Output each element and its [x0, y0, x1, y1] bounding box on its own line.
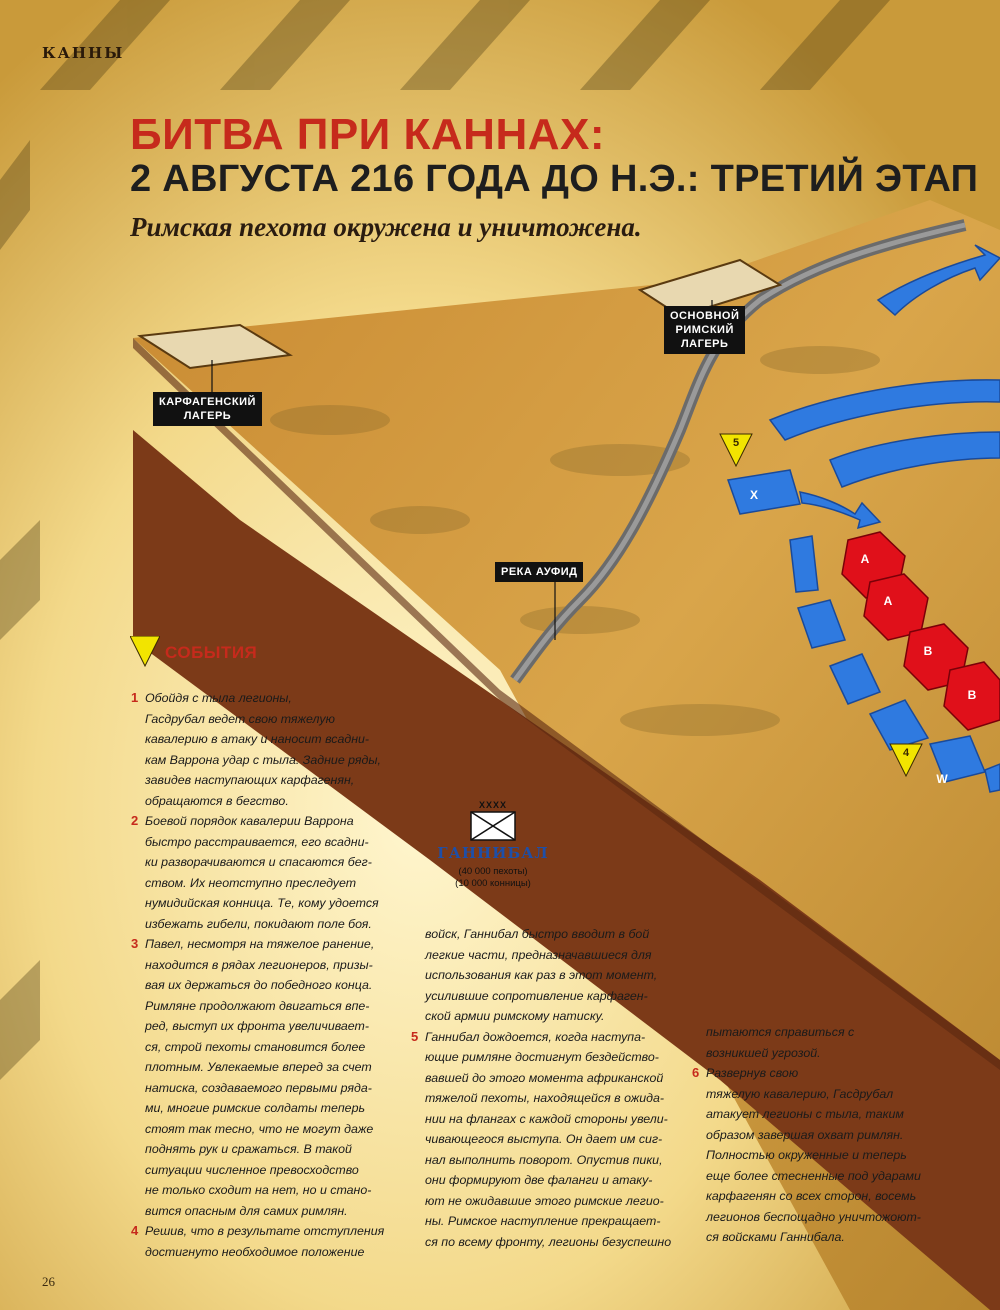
step-marker-5: 5 [732, 437, 740, 449]
unit-a-2: A [883, 594, 893, 608]
event-item [425, 924, 690, 1027]
event-line: Гасдрубал ведет свою тяжелую [145, 711, 335, 726]
event-line: Полностью окруженные и теперь [706, 1148, 907, 1162]
hannibal-forces [433, 866, 553, 890]
event-line: ся, строй пехоты становится более [145, 1039, 366, 1054]
event-line: достигнуто необходимое положение [145, 1244, 365, 1259]
events-triangle-icon [130, 636, 160, 668]
event-number: 1 [131, 690, 139, 705]
unit-b-1: B [923, 644, 933, 658]
event-line: использования как раз в этот момент, [425, 968, 658, 982]
event-line: возникшей угрозой. [706, 1045, 821, 1060]
event-item [692, 1063, 966, 1248]
event-line: находится в рядах легионеров, призы- [145, 957, 373, 972]
event-line: Римляне продолжают двигаться впе- [145, 998, 370, 1013]
event-item [706, 1022, 966, 1063]
event-line: Боевой порядок кавалерии Варрона [145, 814, 354, 828]
event-line: нал выполнить поворот. Опустив пики, [425, 1152, 663, 1167]
event-number: 6 [692, 1065, 700, 1080]
hannibal-echelon: XXXX [479, 800, 508, 810]
event-line: нии на флангах с каждой стороны увели- [425, 1111, 668, 1126]
lead-text: Римская пехота окружена и уничтожена. [130, 212, 642, 242]
unit-x: X [749, 488, 758, 502]
event-line: тяжелую кавалерию, Гасдрубал [706, 1086, 894, 1101]
events-heading: СОБЫТИЯ [165, 643, 258, 662]
event-line: ют не ожидавшие этого римские легио- [425, 1193, 664, 1208]
event-line: легионов беспощадно уничтожоют- [706, 1209, 921, 1224]
event-line: Обойдя с тыла легионы, [145, 691, 292, 705]
main-roman-camp-label [664, 306, 745, 354]
event-line: кавалерию в атаку и наносит всадни- [145, 732, 370, 746]
event-item [411, 1027, 690, 1253]
event-item [131, 934, 405, 1221]
hannibal-cavalry: (10 000 конницы) [455, 878, 531, 889]
event-line: вится опасным для самих римлян. [145, 1203, 348, 1218]
event-line: поднять рук и сражаться. В такой [145, 1142, 352, 1156]
carthage-camp-line-2: ЛАГЕРЬ [183, 410, 232, 422]
events-column-3 [692, 1022, 966, 1248]
page-number: 26 [42, 1274, 55, 1289]
event-item [131, 811, 405, 934]
section-label: КАННЫ [42, 44, 125, 62]
event-line: Решив, что в результате отступления [145, 1224, 385, 1238]
events-column-2 [411, 924, 690, 1252]
event-number: 4 [131, 1223, 139, 1238]
events-column-1 [131, 688, 405, 1262]
hannibal-unit-symbol [471, 812, 515, 840]
event-line: Ганнибал дождоется, когда наступа- [425, 1029, 646, 1044]
event-line: ми, многие римские солдаты теперь [145, 1101, 365, 1115]
event-line: ся по всему фронту, легионы безуспешно [425, 1234, 672, 1249]
event-line: не только сходит на нет, но и стано- [145, 1183, 372, 1197]
event-line: тяжелой пехоты, находящейся в ожида- [425, 1091, 664, 1105]
event-line: ситуации численное превосходство [145, 1162, 359, 1177]
event-line: ки разворачиваются и спасаются бег- [145, 855, 372, 869]
unit-b-2: B [967, 688, 977, 702]
event-number: 3 [131, 936, 139, 951]
carthage-camp-line-1: КАРФАГЕНСКИЙ [159, 396, 256, 408]
event-line: чивающегося выступа. Он дает им сиг- [425, 1132, 663, 1146]
event-line: пытаются справиться с [706, 1025, 855, 1039]
event-item [131, 688, 405, 811]
event-line: Павел, несмотря на тяжелое ранение, [145, 937, 375, 951]
event-line: еще более стесненные под ударами [706, 1168, 921, 1183]
event-line: нумидийская конница. Те, кому удоется [145, 896, 379, 910]
event-line: войск, Ганнибал быстро вводит в бой [425, 927, 650, 941]
event-line: карфагенян со всех сторон, восемь [706, 1189, 917, 1203]
event-number: 5 [411, 1028, 419, 1044]
event-line: ны. Римское наступление прекращает- [425, 1214, 661, 1228]
event-item [131, 1221, 405, 1262]
event-line: стоят так тесно, что не могут даже [145, 1121, 374, 1136]
event-line: избежать гибели, покидают поле боя. [145, 916, 372, 931]
event-line: кам Варрона удар с тыла. Задние ряды, [145, 752, 381, 767]
page-title: БИТВА ПРИ КАННАХ: [130, 110, 605, 159]
event-line: ством. Их неотступно преследует [145, 875, 357, 890]
unit-w: W [936, 772, 948, 786]
carthage-camp-label [153, 392, 262, 426]
event-line: ской армии римскому натиску. [425, 1009, 605, 1023]
event-line: плотным. Увлекаемые вперед за счет [145, 1060, 372, 1074]
event-line: Развернув свою [706, 1066, 799, 1080]
event-line: они формируют две фаланги и атаку- [425, 1173, 653, 1187]
step-marker-4: 4 [902, 747, 910, 759]
event-line: атакует легионы с тыла, таким [706, 1107, 904, 1121]
event-line: образом завершая охват римлян. [706, 1127, 904, 1142]
event-line: быстро расстраивается, его всадни- [145, 834, 369, 849]
event-line: ющие римляне достигнут бездейство- [425, 1050, 659, 1064]
hannibal-infantry: (40 000 пехоты) [458, 866, 528, 877]
event-line: натиска, создаваемого первыми ряда- [145, 1080, 372, 1095]
event-line: ся войсками Ганнибала. [706, 1230, 845, 1244]
main-camp-line-2: РИМСКИЙ [675, 324, 734, 336]
event-line: ред, выступ их фронта увеличивает- [145, 1019, 369, 1033]
event-number: 2 [131, 813, 139, 828]
event-line: обращаются в бегство. [145, 793, 289, 808]
event-line: вая их держаться до победного конца. [145, 978, 373, 992]
event-line: завидев наступающих карфагенян, [145, 773, 355, 787]
river-label: РЕКА АУФИД [495, 562, 583, 582]
hannibal-name: ГАННИБАЛ [437, 844, 549, 862]
event-line: вавшей до этого момента африканской [425, 1070, 664, 1085]
unit-a-1: A [860, 552, 870, 566]
event-line: легкие части, предназначавшиеся для [425, 947, 652, 962]
page-subtitle: 2 АВГУСТА 216 ГОДА ДО Н.Э.: ТРЕТИЙ ЭТАП [130, 158, 979, 200]
main-camp-line-1: ОСНОВНОЙ [670, 310, 740, 322]
event-line: усилившие сопротивление карфаген- [425, 988, 648, 1003]
main-camp-line-3: ЛАГЕРЬ [680, 338, 729, 350]
